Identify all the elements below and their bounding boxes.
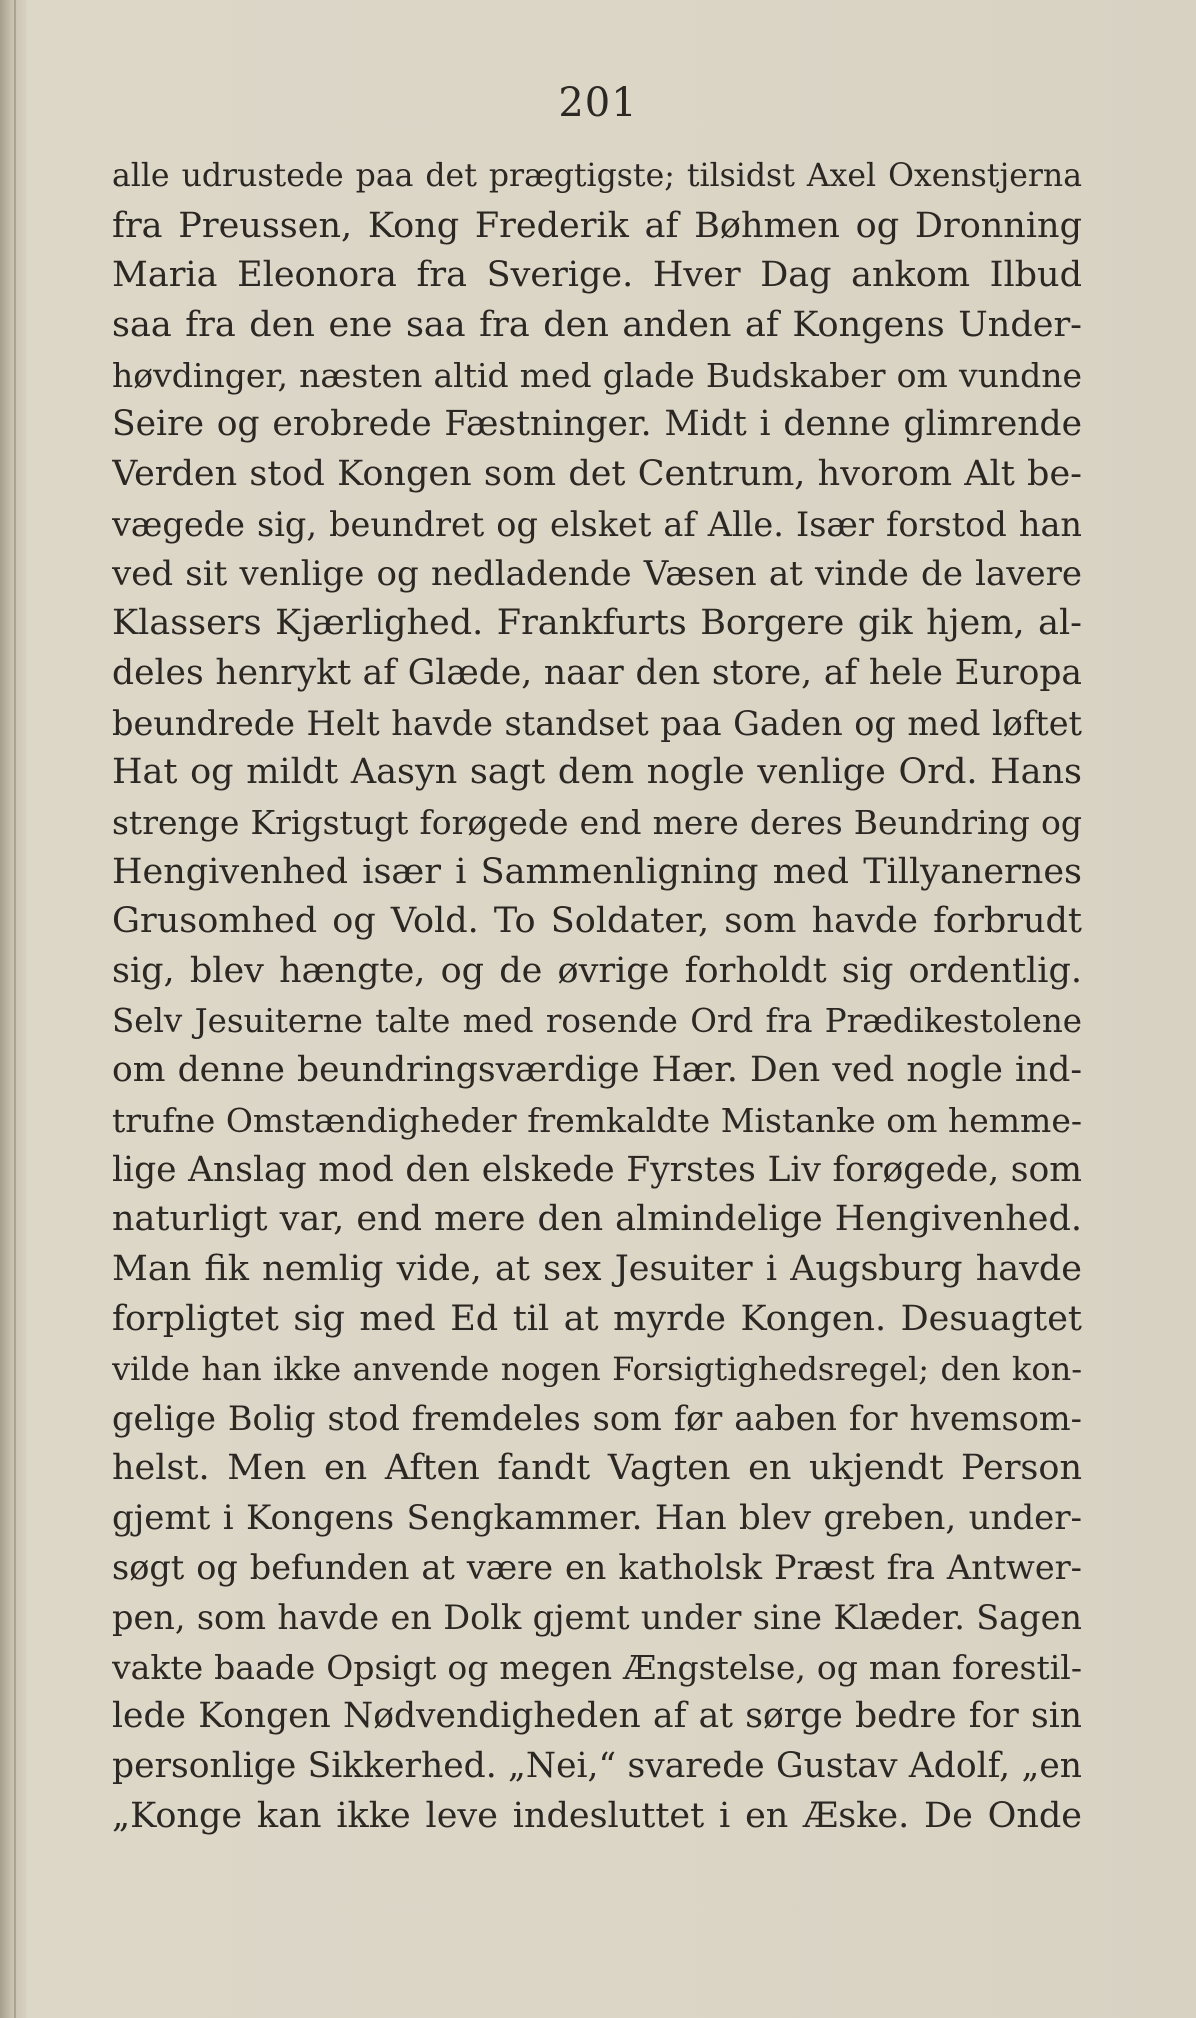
text-line: Maria Eleonora fra Sverige. Hver Dag ankom Ilbud [112,255,1082,296]
text-line: Hengivenhed især i Sammenligning med Tillyanernes [112,851,1082,892]
text-line: om denne beundringsværdige Hær. Den ved nogle ind- [112,1050,1082,1091]
text-line: gelige Bolig stod fremdeles som før aaben for hvemsom- [112,1399,1082,1439]
text-line: vilde han ikke anvende nogen Forsigtighedsregel; den kon- [112,1349,1082,1388]
text-line: naturligt var, end mere den almindelige Hengivenhed. [112,1199,1082,1240]
text-line: sig, blev hængte, og de øvrige forholdt sig ordentlig. [112,951,1082,991]
text-line: helst. Men en Aften fandt Vagten en ukjendt Person [112,1447,1082,1488]
page-binding-edge [0,0,26,2018]
text-line: „Konge kan ikke leve indesluttet i en Æske. De Onde [112,1795,1082,1836]
text-line: deles henrykt af Glæde, naar den store, af hele Europa [112,652,1082,693]
text-line: vakte baade Opsigt og megen Ængstelse, og man forestil- [112,1647,1082,1687]
text-line: Man fik nemlig vide, at sex Jesuiter i Augsburg havde [112,1249,1082,1290]
text-line: fra Preussen, Kong Frederik af Bøhmen og Dronning [112,205,1082,246]
text-line: lige Anslag mod den elskede Fyrstes Liv forøgede, som [112,1149,1082,1190]
page-number: 201 [558,80,638,126]
text-line: pen, som havde en Dolk gjemt under sine Klæder. Sagen [112,1597,1082,1637]
page-edge-line [14,0,16,2018]
text-line: vægede sig, beundret og elsket af Alle. Især forstod han [112,504,1082,544]
text-line: gjemt i Kongens Sengkammer. Han blev greben, under- [112,1497,1082,1538]
text-line: Hat og mildt Aasyn sagt dem nogle venlige Ord. Hans [112,752,1082,793]
text-line: Selv Jesuiterne talte med rosende Ord fra Prædikestolene [112,1001,1082,1040]
text-line: Verden stod Kongen som det Centrum, hvorom Alt be- [112,454,1082,495]
body-text [112,152,1082,1841]
text-line: forpligtet sig med Ed til at myrde Kongen. Desuagtet [112,1298,1082,1339]
text-line: Seire og erobrede Fæstninger. Midt i denne glimrende [112,404,1082,445]
text-line: søgt og befunden at være en katholsk Præst fra Antwer- [112,1548,1082,1588]
text-line: personlige Sikkerhed. „Nei,“ svarede Gustav Adolf, „en [112,1746,1082,1786]
text-line: Klassers Kjærlighed. Frankfurts Borgere gik hjem, al- [112,603,1082,644]
text-line: høvdinger, næsten altid med glade Budskaber om vundne [112,355,1082,395]
text-line: lede Kongen Nødvendigheden af at sørge bedre for sin [112,1696,1082,1737]
text-line: alle udrustede paa det prægtigste; tilsidst Axel Oxenstjerna [112,158,1082,194]
text-line: beundrede Helt havde standset paa Gaden og med løftet [112,703,1082,743]
text-line: strenge Krigstugt forøgede end mere deres Beundring og [112,802,1082,842]
text-line: ved sit venlige og nedladende Væsen at vinde de lavere [112,553,1082,594]
text-line: saa fra den ene saa fra den anden af Kongens Under- [112,305,1082,346]
text-line: Grusomhed og Vold. To Soldater, som havde forbrudt [112,901,1082,942]
text-line: trufne Omstændigheder fremkaldte Mistanke om hemme- [112,1101,1082,1141]
